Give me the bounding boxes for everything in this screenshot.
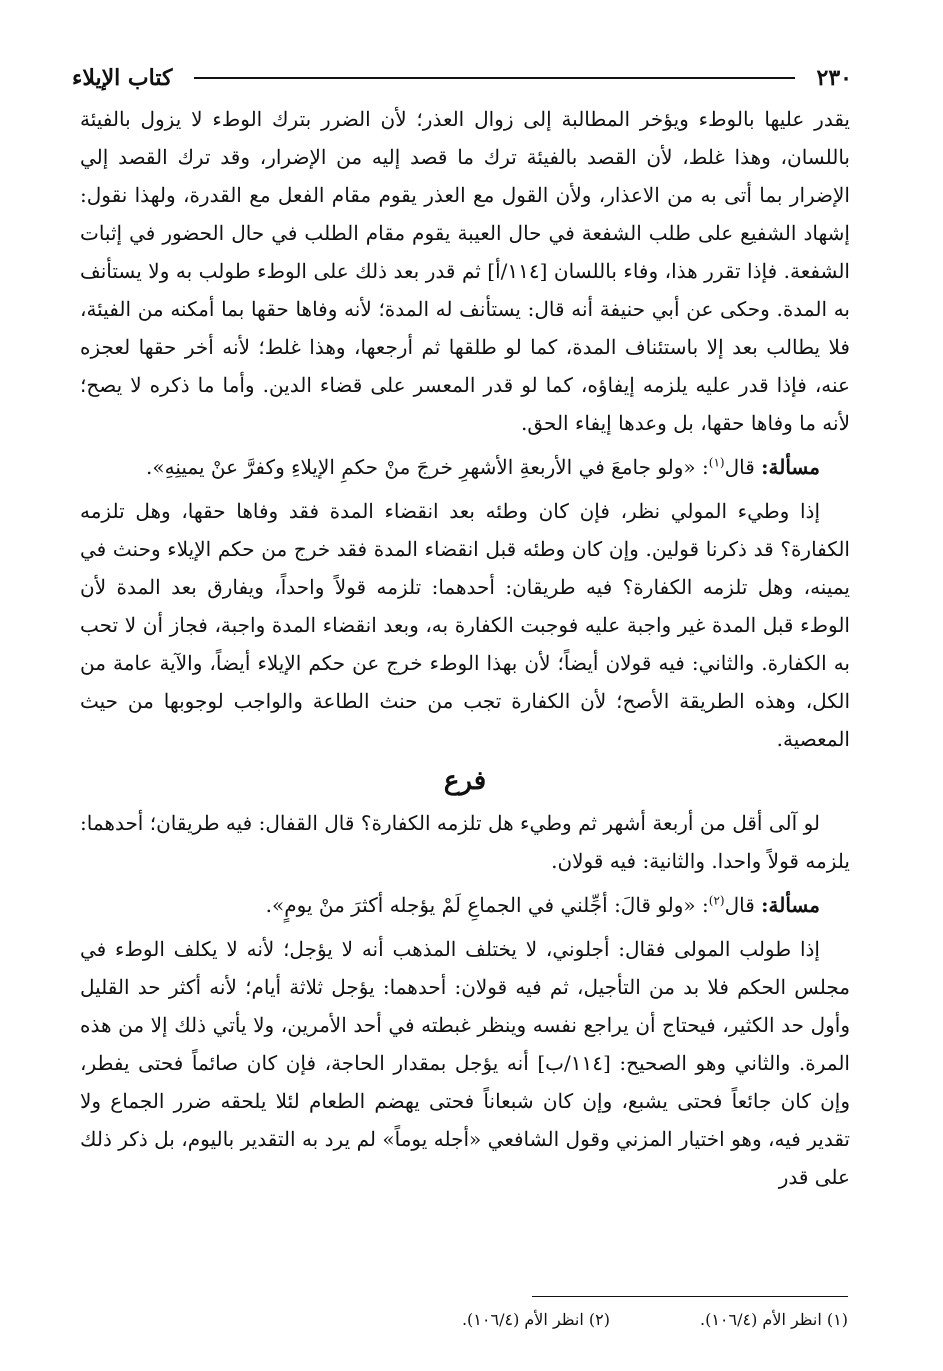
- footnote-1: (١) انظر الأم (١٠٦/٤).: [699, 1310, 848, 1329]
- page-body: [80, 100, 850, 1196]
- masala-qal: قال: [724, 893, 755, 917]
- masala-label: مسألة:: [761, 455, 820, 479]
- footnote-2: (٢) انظر الأم (١٠٦/٤).: [461, 1310, 610, 1329]
- book-title: كتاب الإيلاء: [72, 65, 173, 91]
- footnote-separator: [532, 1296, 848, 1297]
- masala-2: [80, 886, 850, 924]
- running-header: [72, 58, 852, 98]
- footnote-ref-1: (١): [708, 455, 725, 470]
- masala-1: [80, 448, 850, 486]
- footnotes: [250, 1308, 848, 1332]
- paragraph-4: إذا طولب المولى فقال: أجلوني، لا يختلف المذهب أنه لا يؤجل؛ لأنه لا يكلف الوطء في مجلس الحكم فلا بد من التأجيل، ثم فيه قولان: أحدهما: يؤجل ثلاثة أيام؛ لأنه أكثر حد القليل وأول حد الكثير، فيحتاج أن يراجع نفسه وينظر غبطته في أحد الأمرين، ولا يأتي ذلك إلا من هذه المرة. والثاني وهو الصحيح: [١١٤/ب] أنه يؤجل بمقدار الحاجة، فإن كان صائماً فحتى يفطر، وإن كان جائعاً فحتى يشبع، وإن كان شبعاناً فحتى يهضم الطعام لئلا يلحقه ضرر الجماع ولا تقدير فيه، وهو اختيار المزني وقول الشافعي «أجله يوماً» لم يرد به التقدير باليوم، بل ذكر ذلك على قدر: [80, 937, 850, 1189]
- header-rule: [194, 77, 794, 79]
- masala-qal: قال: [724, 455, 755, 479]
- paragraph-3: لو آلى أقل من أربعة أشهر ثم وطيء هل تلزمه الكفارة؟ قال القفال: فيه طريقان؛ أحدهما: يلزمه قولاً واحدا. والثانية: فيه قولان.: [80, 811, 850, 873]
- paragraph-2: إذا وطيء المولي نظر، فإن كان وطئه بعد انقضاء المدة فقد وفاها حقها، وهل تلزمه الكفارة؟ قد ذكرنا قولين. وإن كان وطئه قبل انقضاء المدة فقد خرج من حكم الإيلاء وحنث في يمينه، وهل تلزمه الكفارة؟ فيه طريقان: أحدهما: تلزمه قولاً واحداً، ويفارق بعد المدة لأن الوطء قبل المدة غير واجبة عليه فوجبت الكفارة به، وبعد انقضاء المدة واجبة، فجاز أن لا تحب به الكفارة. والثاني: فيه قولان أيضاً؛ لأن بهذا الوطء خرج عن حكم الإيلاء أيضاً، والآية عامة من الكل، وهذه الطريقة الأصح؛ لأن الكفارة تجب من حنث الطاعة والواجب لوجوبها من حيث المعصية.: [80, 499, 850, 751]
- masala-quote: : «ولو جامعَ في الأربعةِ الأشهرِ خرجَ منْ حكمِ الإيلاءِ وكفرَّ عنْ يمينِهِ».: [146, 455, 709, 479]
- footnote-ref-2: (٢): [708, 893, 725, 908]
- paragraph-1: يقدر عليها بالوطء ويؤخر المطالبة إلى زوال العذر؛ لأن الضرر بترك الوطء لا يزول بالفيئة باللسان، وهذا غلط، لأن القصد بالفيئة ترك ما قصد إليه من الإضرار، وقد ترك القصد إلي الإضرار بما أتى به من الاعذار، ولأن القول مع العذر يقوم مقام الفعل مع القدرة، ولهذا نقول: إشهاد الشفيع على طلب الشفعة في حال العيبة يقوم مقام الطلب في حال الحضور في إثبات الشفعة. فإذا تقرر هذا، وفاء باللسان [١١٤/أ] ثم قدر بعد ذلك على الوطء طولب به ولا يستأنف به المدة. وحكى عن أبي حنيفة أنه قال: يستأنف له المدة؛ لأنه وفاها حقها بما أمكنه من الفيئة، فلا يطالب بعد إلا باستئناف المدة، كما لو طلقها ثم أرجعها، وهذا غلط؛ لأنه أخر حقها لعجزه عنه، فإذا قدر عليه يلزمه إيفاؤه، كما لو قدر المعسر على قضاء الدين. وأما ما ذكره لا يصح؛ لأنه ما وفاها حقها، بل وعدها إيفاء الحق.: [80, 107, 850, 435]
- masala-label: مسألة:: [761, 893, 820, 917]
- page-number: ٢٣٠: [816, 65, 852, 91]
- masala-quote: : «ولو قالَ: أجِّلني في الجماعِ لَمْ يؤجله أكثرَ منْ يومٍ».: [265, 893, 709, 917]
- section-heading: فرع: [443, 766, 487, 796]
